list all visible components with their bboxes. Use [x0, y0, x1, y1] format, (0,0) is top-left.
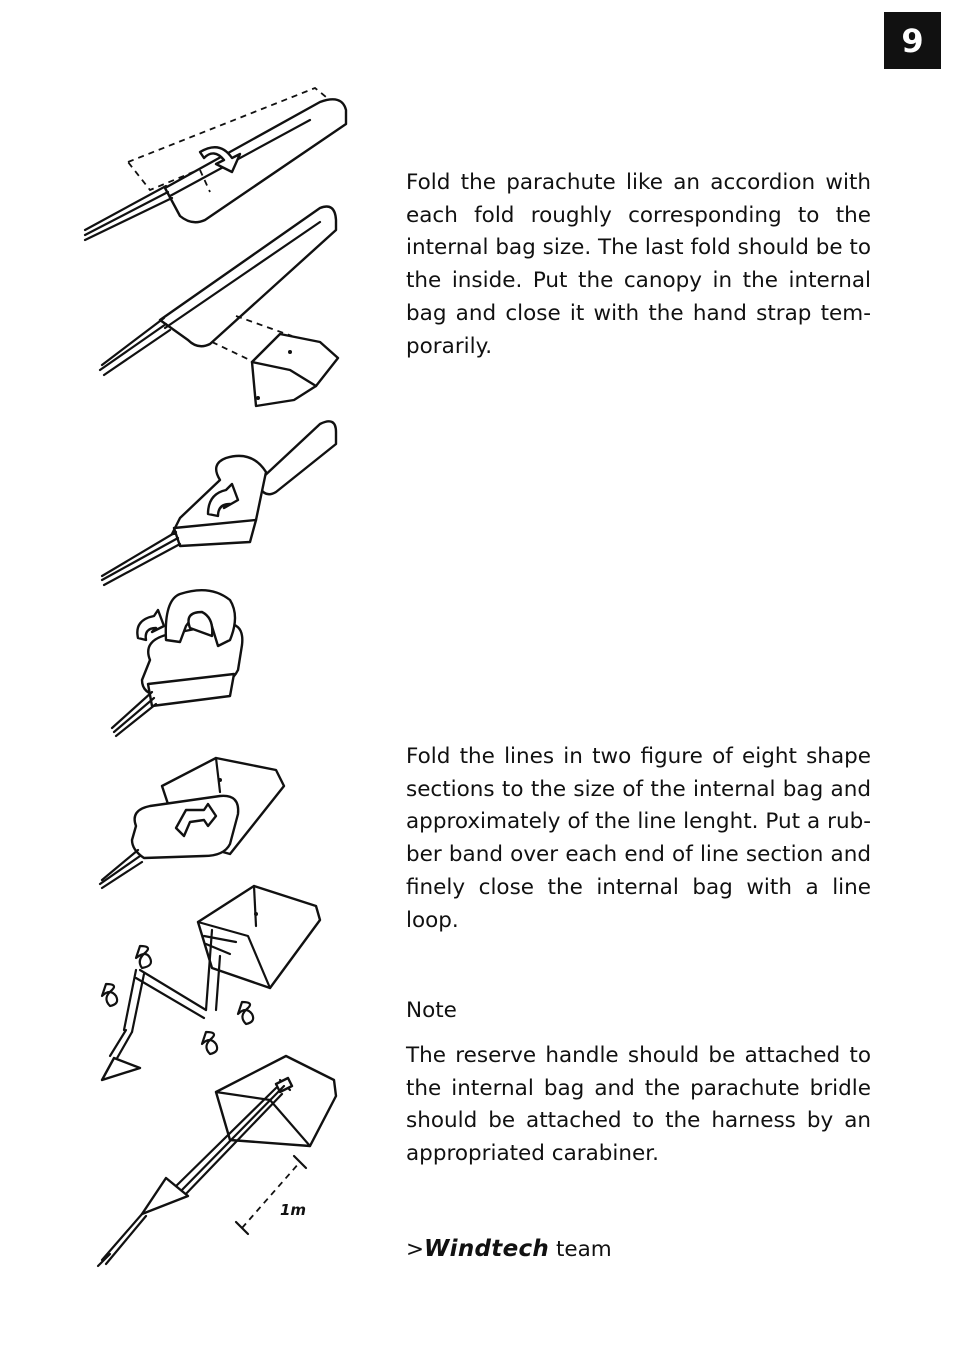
folding-illustration: [80, 80, 360, 1280]
fold-step-4-drawing: [112, 590, 242, 736]
brand-name: Windtech: [424, 1236, 550, 1262]
instruction-paragraph-lines: Fold the lines in two figure of eight shape sections to the size of the internal bag and approximately of the line lenght. Put a rubber band over each end of line section and finely close the internal bag with a line loop.: [406, 744, 871, 933]
fold-step-5-drawing: [100, 758, 284, 888]
fold-step-2-drawing: [100, 207, 338, 407]
signature: [406, 1232, 612, 1267]
fold-step-3-drawing: [102, 421, 336, 585]
note-heading: Note: [406, 998, 457, 1023]
fold-step-7-drawing: [98, 1056, 336, 1266]
fold-step-6-drawing: [102, 886, 320, 1080]
page-number: 9: [884, 12, 941, 69]
instruction-paragraph-canopy: Fold the parachute like an accordion with each fold roughly corresponding to the internal bag size. The last fold should be to the inside. Put the canopy in the internal bag and close it with the hand strap temporarily.: [406, 170, 871, 359]
signature-prefix: >: [406, 1237, 425, 1262]
measure-label: 1m: [280, 1201, 307, 1219]
signature-suffix: team: [549, 1237, 612, 1262]
note-paragraph: The reserve handle should be attached to the internal bag and the parachute bridle should be attached to the harness by an appropriated carabiner.: [406, 1043, 871, 1167]
